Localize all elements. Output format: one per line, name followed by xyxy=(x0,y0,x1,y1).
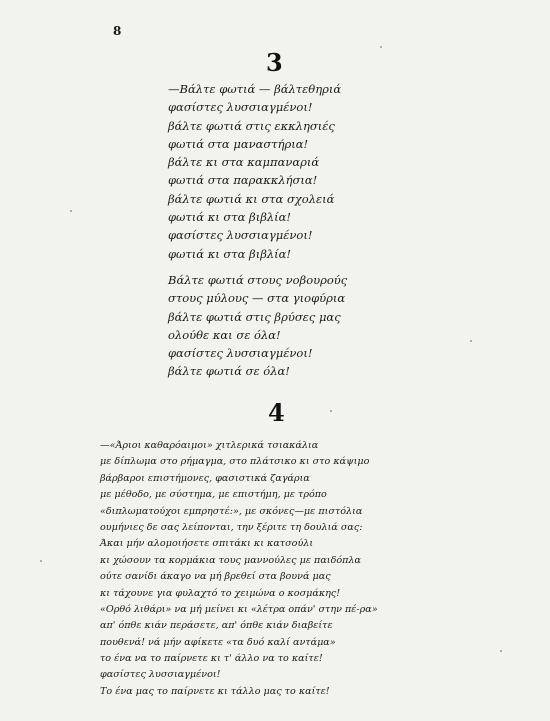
poem-line: βάλτε κι στα καμπαναριά xyxy=(168,155,320,170)
poem-line: κι χώσουν τα κορμάκια τους μαννούλες με παιδόπλα xyxy=(100,554,361,566)
paper-speck xyxy=(70,210,72,212)
poem-line: φωτιά κι στα βιβλία! xyxy=(168,210,292,225)
poem-line: «διπλωματούχοι εμπρηστέ:», με σκόνες—με πιστόλια xyxy=(100,505,363,517)
poem-line: —Βάλτε φωτιά — βάλτεθηριά xyxy=(168,82,342,96)
poem-line: φασίστες λυσσιαγμένοι! xyxy=(168,346,313,361)
poem-line: φωτιά στα παρακκλήσια! xyxy=(168,173,318,188)
paper-speck xyxy=(330,410,332,412)
poem-line: βάλτε φωτιά στις εκκλησιές xyxy=(168,118,335,133)
poem-line: Άκαι μήν αλομοιήσετε σπιτάκι κι κατσούλι xyxy=(100,538,314,550)
poem-3-stanza-1 xyxy=(168,80,341,263)
poem-line: φασίστες λυσσιαγμένοι! xyxy=(100,669,221,681)
poem-line: ουμήνιες δε σας λείπονται, την ξέριτε τη δουλιά σας: xyxy=(100,521,363,533)
poem-line: φασίστες λυσσιαγμένοι! xyxy=(168,228,313,243)
paper-speck xyxy=(40,560,42,562)
poem-line: ούτε σανίδι άκαγο να μή βρεθεί στα βουνά μας xyxy=(100,571,331,583)
poem-line: Το ένα μας το παίρνετε κι τάλλο μας το καίτε! xyxy=(100,685,330,697)
poem-line: βάλτε φωτιά στις βρύσες μας xyxy=(168,309,341,324)
poem-line: βάλτε φωτιά σε όλα! xyxy=(168,364,290,379)
poem-line: φασίστες λυσσιαγμένοι! xyxy=(168,100,313,115)
poem-line: με δίπλωμα στο ρήμαγμα, στο πλάτσικο κι στο κάψιμο xyxy=(100,456,370,468)
poem-3-number: 3 xyxy=(266,48,283,77)
poem-3-stanza-2 xyxy=(168,271,347,381)
poem-line: ολούθε και σε όλα! xyxy=(168,327,281,342)
poem-line: φωτιά στα μαναστήρια! xyxy=(168,136,309,151)
paper-speck xyxy=(500,650,502,652)
poem-4-text xyxy=(100,438,378,700)
paper-speck xyxy=(380,46,382,48)
poem-line: στους μύλους — στα γιοφύρια xyxy=(168,291,346,306)
poem-line: βάρβαροι επιστήμονες, φασιστικά ζαγάρια xyxy=(100,472,310,484)
poem-line: βάλτε φωτιά κι στα σχολειά xyxy=(168,191,335,206)
poem-line: κι τάχουνε για φυλαχτό το χειμώνα ο κοσμάκης! xyxy=(100,587,341,599)
poem-line: απ' όπθε κιάν περάσετε, απ' όπθε κιάν διαβείτε xyxy=(100,620,333,632)
poem-4-number: 4 xyxy=(268,398,285,427)
poem-line: «Ορθό λιθάρι» να μή μείνει κι «λέτρα οπάν' στην πέ-ρα» xyxy=(100,603,378,615)
poem-line: φωτιά κι στα βιβλία! xyxy=(168,246,292,261)
poem-line: με μέθοδο, με σύστημα, με επιστήμη, με τρόπο xyxy=(100,489,327,501)
page-number: 8 xyxy=(113,24,122,38)
poem-line: το ένα να το παίρνετε κι τ' άλλο να το καίτε! xyxy=(100,653,323,665)
poem-line: —«Άριοι καθαρόαιμοι» χιτλερικά τσιακάλια xyxy=(100,440,319,451)
poem-line: πουθενά! νά μήν αφίκετε «τα δυό καλί αντάμα» xyxy=(100,636,336,648)
poem-line: Βάλτε φωτιά στους νοβουρούς xyxy=(168,273,348,287)
paper-speck xyxy=(470,340,472,342)
